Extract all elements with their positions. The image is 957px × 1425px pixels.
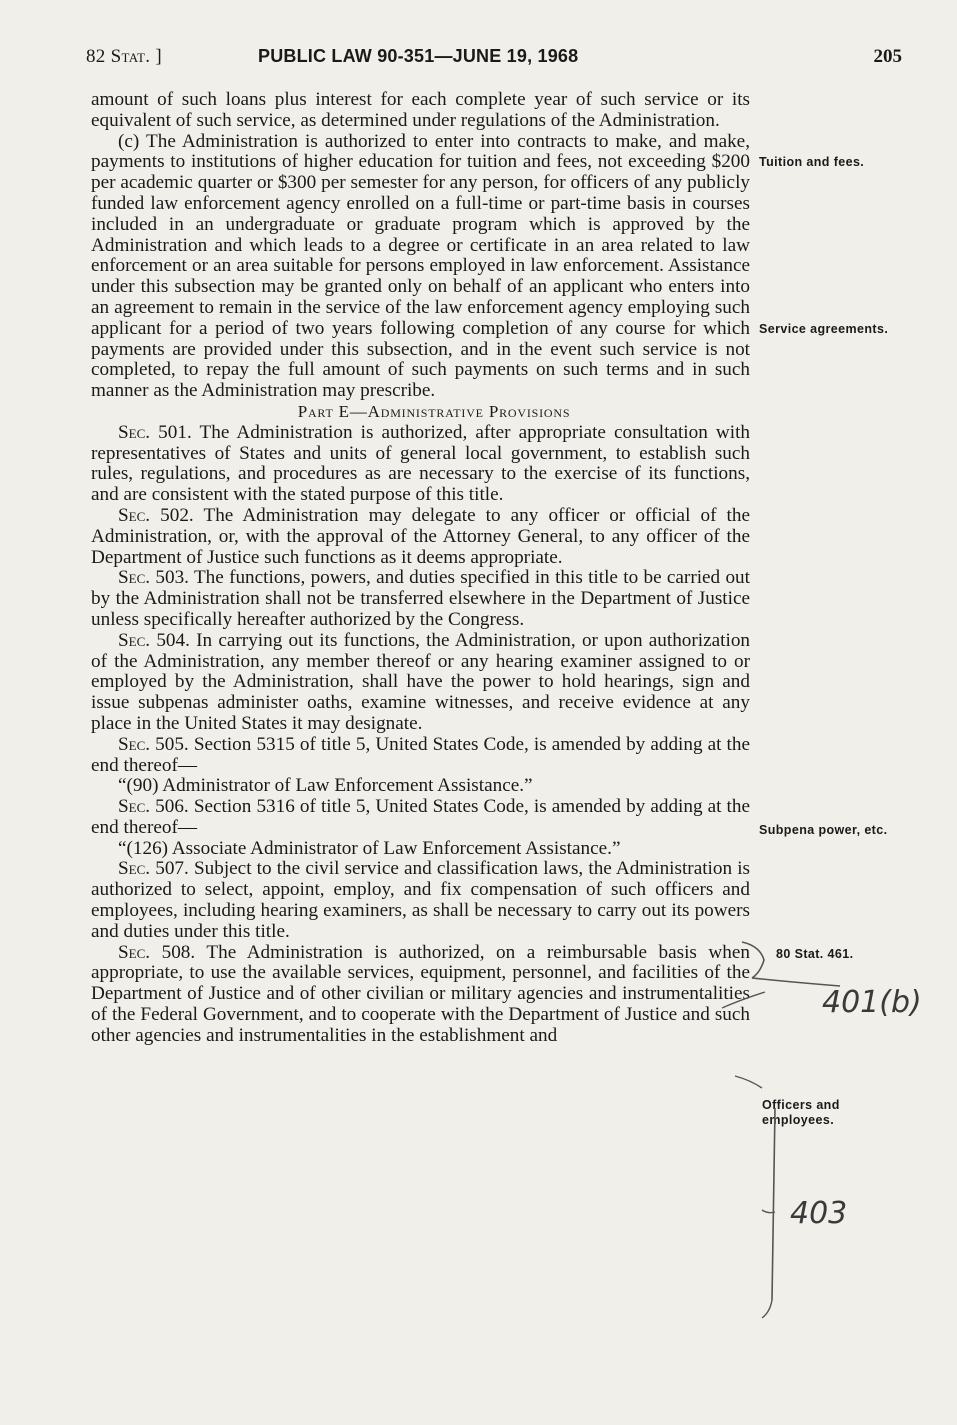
section-label: Sec. 503.: [118, 567, 189, 589]
section-502: Sec. 502. The Administration may delegate to any officer or official of the Administration, or, with the approval of the Attorney General, to any officer of the Department of Justice such functions as it deems appropriate.: [91, 504, 750, 568]
handwritten-note-401b: 401(b): [822, 985, 922, 1020]
section-501: Sec. 501. The Administration is authorized, after appropriate consultation with representatives of States and units of general local government, to establish such rules, regulations, and procedures as are necessary to the exercise of its functions, and are consistent with the stated purpose of this title.: [91, 421, 751, 506]
statute-reference: 82 Stat. ]: [86, 46, 162, 67]
page-number: 205: [873, 46, 902, 67]
section-label: Sec. 502.: [118, 504, 194, 526]
page-header: [86, 46, 902, 74]
section-506: Sec. 506. Section 5316 of title 5, United States Code, is amended by adding at the end thereof—: [91, 796, 750, 838]
section-504: Sec. 504. In carrying out its functions, the Administration, or upon authorization of the Administration, any member thereof or any hearing examiner assigned to or employed by the Administration, shall have the power to hold hearings, sign and issue subpenas administer oaths, examine witnesses, and receive evidence at any place in the United States it may designate.: [91, 629, 751, 734]
section-507: Sec. 507. Subject to the civil service and classification laws, the Administration is authorized to select, appoint, employ, and fix compensation of such officers and employees, including hearing examiners, as shall be necessary to carry out its powers and duties under this title.: [91, 858, 751, 942]
section-label: Sec. 501.: [118, 421, 192, 443]
body-text: [91, 90, 750, 1047]
section-label: Sec. 506.: [118, 796, 189, 818]
section-505: Sec. 505. Section 5315 of title 5, United States Code, is amended by adding at the end thereof—: [91, 733, 750, 776]
section-503: Sec. 503. The functions, powers, and duties specified in this title to be carried out by the Administration shall not be transferred elsewhere in the Department of Justice unless specifically hereafter authorized by the Congress.: [91, 567, 750, 630]
section-label: Sec. 504.: [118, 629, 190, 651]
handwritten-note-403: 403: [790, 1196, 848, 1231]
section-label: Sec. 505.: [118, 733, 189, 755]
margin-note-service: Service agreements.: [759, 322, 889, 336]
margin-note-tuition: Tuition and fees.: [759, 155, 865, 169]
margin-note-subpena: Subpena power, etc.: [759, 823, 888, 837]
law-title: PUBLIC LAW 90-351—JUNE 19, 1968: [258, 46, 579, 66]
part-heading: Part E—Administrative Provisions: [297, 401, 571, 421]
section-508: Sec. 508. The Administration is authorized, on a reimbursable basis when appropriate, to use the available services, equipment, personnel, and facilities of the Department of Justice and of other civilian or military agencies and instrumentalities of the Federal Government, and to cooperate with the Department of Justice and such other agencies and instrumentalities in the establishment and: [91, 941, 750, 1046]
paragraph-subsection-c: (c) The Administration is authorized to enter into contracts to make, and make, payments to institutions of higher education for tuition and fees, not exceeding $200 per academic quarter or $300 per semester for any person, for officers of any publicly funded law enforcement agency enrolled on a full-time or part-time basis in courses included in an undergraduate or graduate program which is approved by the Administration and which leads to a degree or certificate in an area related to law enforcement or an area suitable for persons employed in law enforcement. Assistance under this subsection may be granted only on behalf of an applicant who enters into an agreement to remain in the service of the law enforcement agency employing such applicant for a period of two years following completion of any course for which payments are provided under this subsection, and in the event such service is not completed, to repay the full amount of such payments on such terms and in such manner as the Administration may prescribe.: [91, 130, 750, 402]
section-505-quote: “(90) Administrator of Law Enforcement Assistance.”: [118, 775, 533, 797]
margin-note-stat: 80 Stat. 461.: [776, 947, 854, 961]
margin-note-officers: Officers and employees.: [762, 1098, 840, 1127]
section-506-quote: “(126) Associate Administrator of Law Enforcement Assistance.”: [118, 837, 621, 859]
section-label: Sec. 508.: [118, 941, 196, 963]
section-label: Sec. 507.: [118, 858, 189, 880]
paragraph-continuation: amount of such loans plus interest for each complete year of such service or its equivalent of such service, as determined under regulations of the Administration.: [91, 89, 750, 131]
